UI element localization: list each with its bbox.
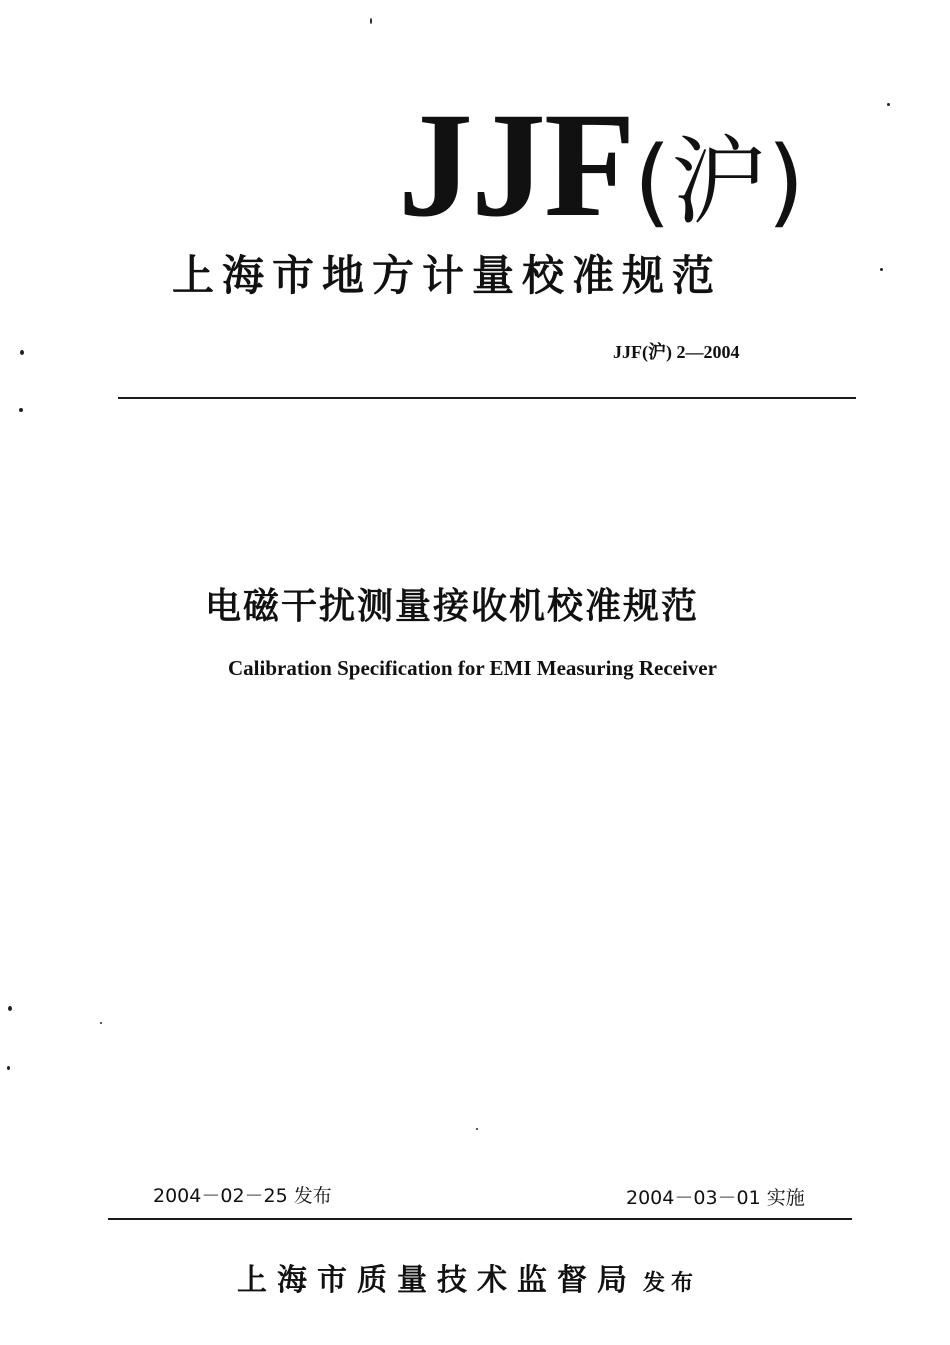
- publisher: [237, 1255, 699, 1299]
- scan-speck: [887, 103, 890, 106]
- scan-speck: [19, 408, 23, 412]
- scan-speck: [20, 350, 24, 355]
- bottom-divider: [108, 1218, 852, 1220]
- series-title: 上海市地方计量校准规范: [172, 251, 723, 300]
- publisher-action: 发布: [643, 1271, 700, 1296]
- document-title-cn: 电磁干扰测量接收机校准规范: [205, 586, 700, 627]
- logo-region: (沪): [633, 126, 805, 238]
- jjf-logo: [398, 82, 805, 257]
- effective-date: 2004－03－01 实施: [626, 1187, 805, 1209]
- issue-date: 2004－02－25 发布: [153, 1185, 332, 1207]
- scan-speck: [880, 268, 883, 271]
- logo-main: JJF: [398, 82, 634, 248]
- standard-code: JJF(沪) 2—2004: [613, 342, 740, 362]
- scan-speck: [476, 1128, 478, 1130]
- scan-speck: [7, 1066, 10, 1070]
- scan-speck: [370, 18, 372, 24]
- scan-speck: [100, 1022, 102, 1024]
- scan-speck: [8, 1006, 12, 1011]
- publisher-name: 上海市质量技术监督局: [237, 1263, 637, 1298]
- top-divider: [118, 397, 856, 399]
- document-title-en: Calibration Specification for EMI Measuring Receiver: [228, 656, 717, 680]
